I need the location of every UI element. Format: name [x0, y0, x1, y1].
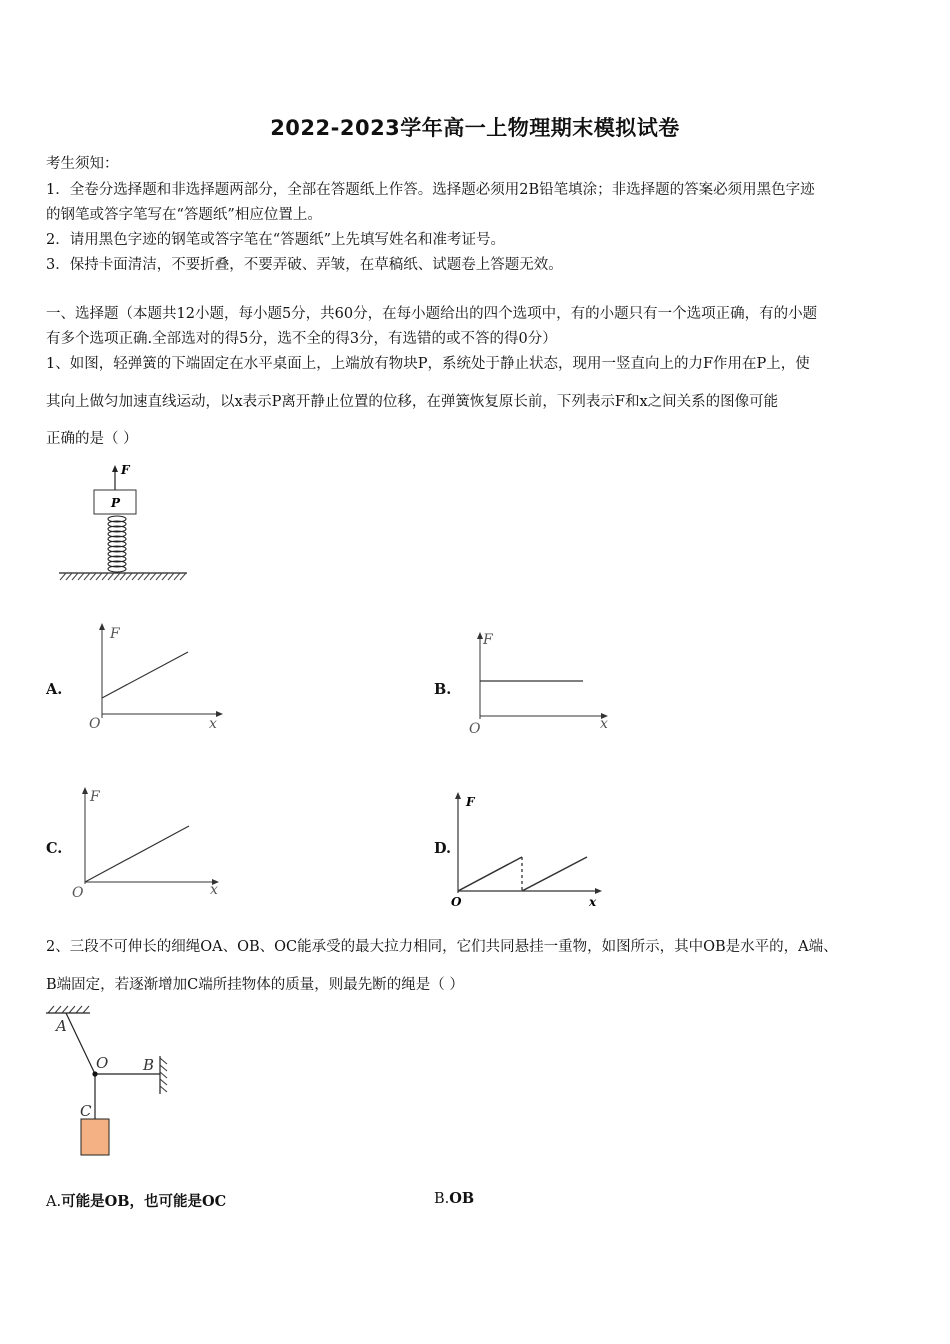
svg-text:F: F [90, 789, 100, 805]
option-d-graph [445, 785, 605, 910]
spring-block-figure [56, 460, 191, 585]
svg-text:B: B [143, 1056, 155, 1074]
svg-text:F: F [466, 795, 475, 809]
hanging-block [81, 1119, 109, 1155]
question-1-text: 正确的是（ ） [46, 431, 138, 447]
option-a-graph [85, 618, 230, 733]
graph-line-1 [458, 857, 522, 891]
knot-o [92, 1071, 97, 1076]
graph-line [85, 826, 189, 882]
option-c-label[interactable]: C. [46, 840, 63, 857]
svg-text:F: F [110, 626, 120, 642]
question-1-text: 其向上做匀加速直线运动，以x表示P离开静止位置的位移，在弹簧恢复原长前，下列表示F和x之间关系的图像可能 [46, 394, 779, 410]
svg-text:F: F [483, 632, 493, 648]
section-heading-cont: 有多个选项正确.全部选对的得5分，选不全的得3分，有选错的或不答的得0分） [46, 331, 557, 347]
notice-item: 2．请用黑色字迹的钢笔或答字笔在“答题纸”上先填写姓名和准考证号。 [46, 232, 506, 248]
rope-oa [66, 1013, 95, 1074]
svg-text:C: C [80, 1102, 92, 1120]
notice-item: 3．保持卡面清洁，不要折叠，不要弄破、弄皱，在草稿纸、试题卷上答题无效。 [46, 257, 563, 273]
svg-text:O: O [89, 716, 101, 732]
question-1-text: 1、如图，轻弹簧的下端固定在水平桌面上，上端放有物块P，系统处于静止状态，现用一竖直向上的力F作用在P上，使 [46, 356, 810, 372]
question-2-text: 2、三段不可伸长的细绳OA、OB、OC能承受的最大拉力相同，它们共同悬挂一重物，如图所示，其中OB是水平的，A端、 [46, 939, 838, 955]
graph-line [102, 652, 188, 698]
section-heading: 一、选择题（本题共12小题，每小题5分，共60分，在每小题给出的四个选项中，有的小题只有一个选项正确，有的小题 [46, 306, 818, 322]
svg-text:O: O [96, 1054, 109, 1072]
arrow-up-icon [112, 465, 118, 472]
svg-text:x: x [210, 882, 218, 898]
svg-text:x: x [589, 895, 597, 909]
spring [108, 516, 126, 572]
option-a-label[interactable]: A. [46, 681, 63, 698]
q2-option-a[interactable]: A.可能是OB，也可能是OC [46, 1193, 227, 1210]
question-2-text: B端固定，若逐渐增加C端所挂物体的质量，则最先断的绳是（ ） [46, 977, 464, 993]
svg-text:x: x [209, 716, 217, 732]
graph-line-2 [522, 857, 587, 891]
svg-text:x: x [600, 716, 608, 732]
option-c-graph [68, 780, 228, 900]
svg-text:O: O [469, 721, 481, 737]
svg-text:A: A [56, 1017, 67, 1035]
option-b-label[interactable]: B. [434, 681, 452, 698]
svg-text:O: O [72, 885, 84, 900]
block-label: P [111, 496, 121, 510]
ground-hatch [60, 573, 186, 580]
svg-text:O: O [451, 895, 462, 909]
notice-item: 的钢笔或答字笔写在“答题纸”相应位置上。 [46, 207, 322, 223]
rope-figure [40, 1002, 180, 1162]
option-b-graph [465, 625, 615, 740]
notice-item: 1．全卷分选择题和非选择题两部分，全部在答题纸上作答。选择题必须用2B铅笔填涂；非选择题的答案必须用黑色字迹 [46, 182, 815, 198]
page-title: 2022-2023学年高一上物理期末模拟试卷 [270, 116, 680, 140]
force-label: F [121, 463, 130, 477]
notice-heading: 考生须知： [46, 156, 119, 172]
option-d-label[interactable]: D. [434, 840, 452, 857]
q2-option-b[interactable]: B.OB [434, 1190, 475, 1207]
